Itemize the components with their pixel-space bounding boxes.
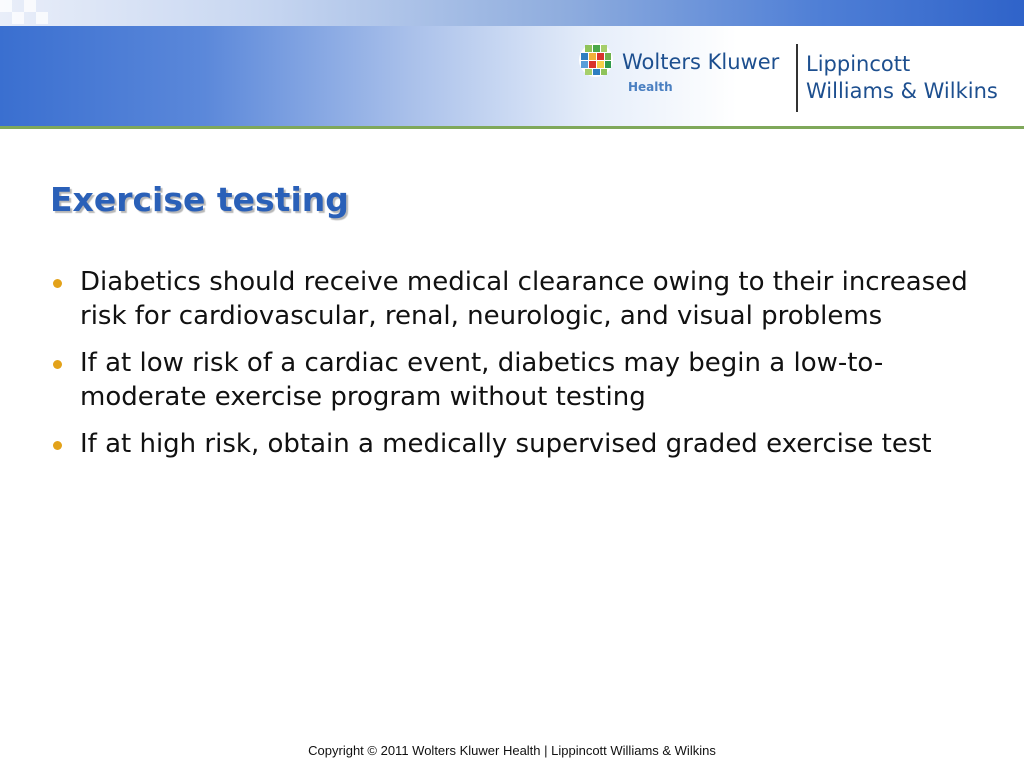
bullet-dot-icon (53, 279, 62, 288)
logo-imprint-line-1: Lippincott (806, 52, 911, 76)
bullet-dot-icon (53, 360, 62, 369)
bullet-text: If at low risk of a cardiac event, diabetics may begin a low-to-moderate exercise program without testing (80, 348, 884, 412)
bullet-item (48, 347, 998, 414)
wolters-kluwer-logo-icon (578, 42, 614, 78)
bullet-dot-icon (53, 441, 62, 450)
header-top-strip (0, 0, 1024, 26)
publisher-logo (578, 42, 1018, 114)
footer-copyright: Copyright © 2011 Wolters Kluwer Health | Lippincott Williams & Wilkins (308, 743, 716, 758)
bullet-text: Diabetics should receive medical clearance owing to their increased risk for cardiovascular, renal, neurologic, and visual problems (80, 267, 968, 331)
bullet-item (48, 428, 998, 462)
bullet-text: If at high risk, obtain a medically supervised graded exercise test (80, 429, 932, 459)
bullet-item (48, 266, 998, 333)
slide-title: Exercise testing (50, 180, 349, 219)
corner-squares-decoration (0, 0, 60, 26)
bullet-list (48, 266, 998, 476)
header-rule (0, 126, 1024, 129)
logo-division-name: Health (628, 80, 673, 94)
logo-imprint-line-2: Williams & Wilkins (806, 79, 998, 103)
logo-company-name: Wolters Kluwer (622, 50, 780, 74)
logo-divider (796, 44, 798, 112)
